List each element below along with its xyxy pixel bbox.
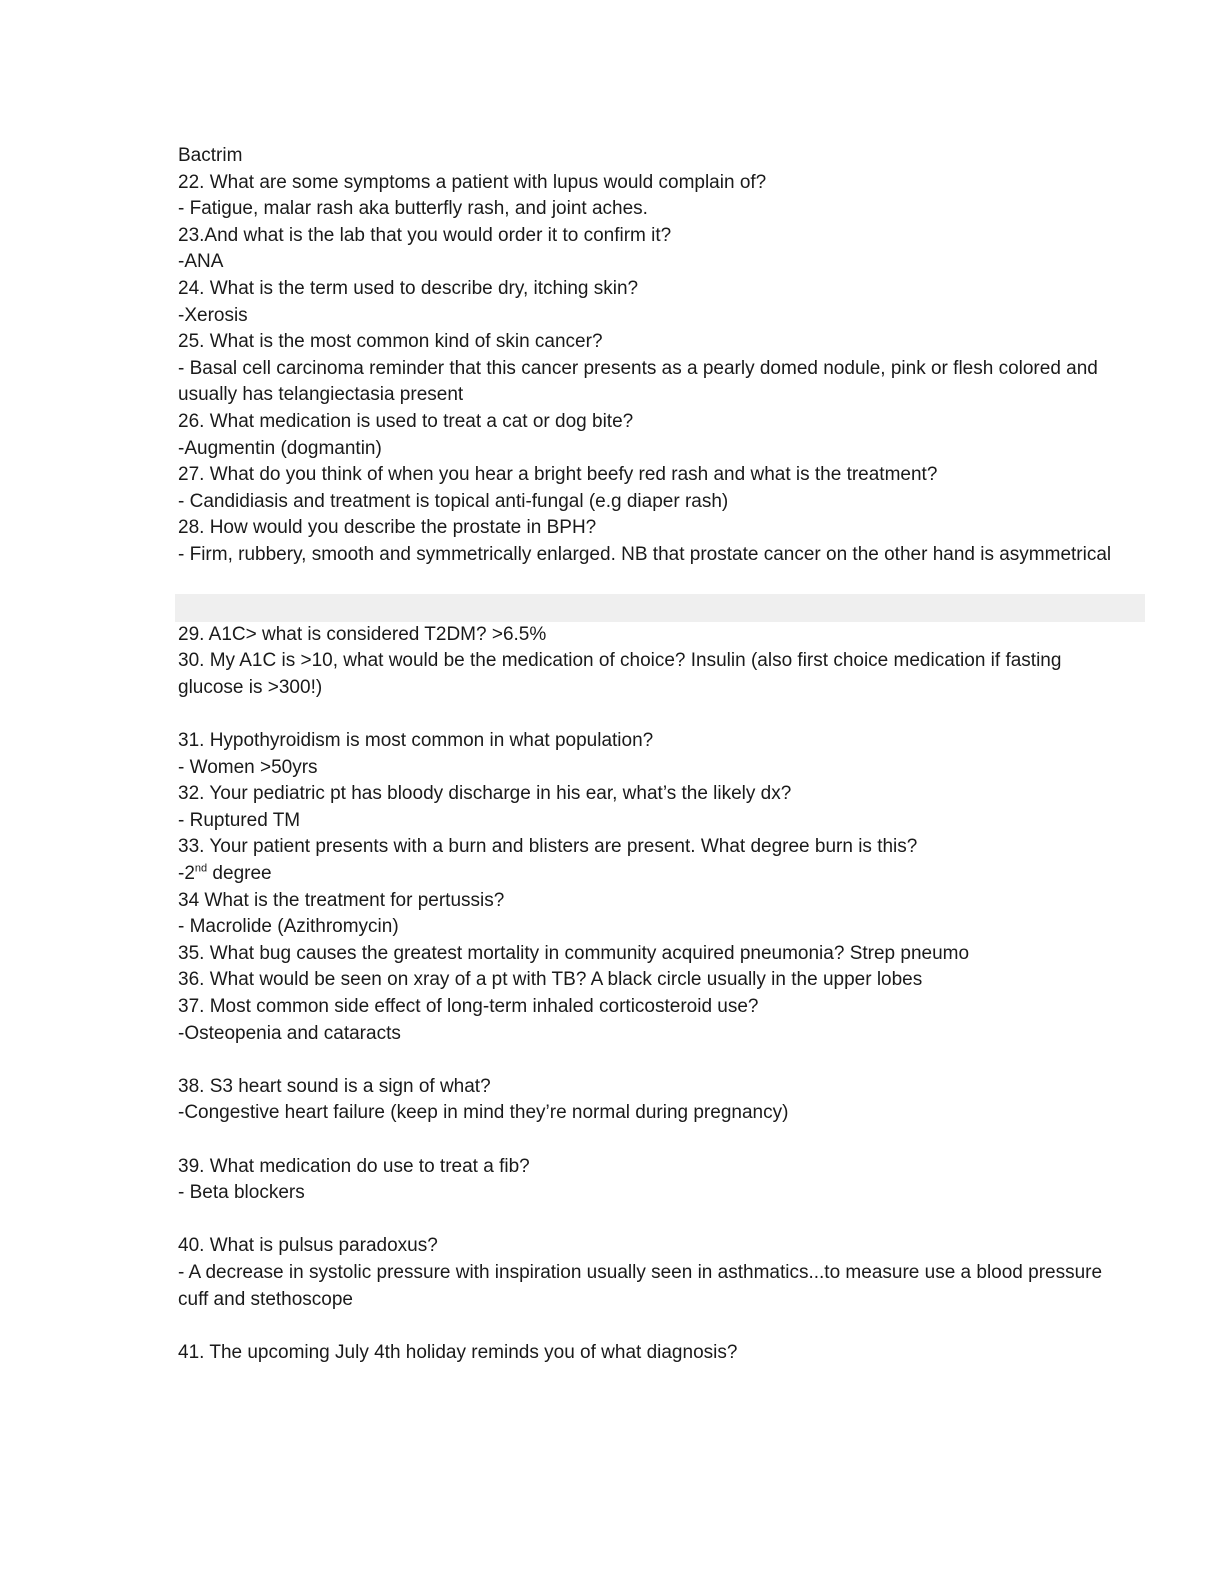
question-33: 33. Your patient presents with a burn and blisters are present. What degree burn is this? [178, 836, 918, 858]
question-41: 41. The upcoming July 4th holiday reminds you of what diagnosis? [178, 1341, 738, 1363]
question-27: 27. What do you think of when you hear a bright beefy red rash and what is the treatment? [178, 464, 938, 486]
answer-33 [178, 861, 1118, 888]
answer-25: - Basal cell carcinoma reminder that this cancer presents as a pearly domed nodule, pink or flesh colored and usually has telangiectasia present [178, 357, 1098, 406]
answer-28: - Firm, rubbery, smooth and symmetrically enlarged. NB that prostate cancer on the other hand is asymmetrical [178, 543, 1112, 565]
answer-23: -ANA [178, 251, 224, 273]
answer-26: -Augmentin (dogmantin) [178, 437, 382, 459]
answer-27: - Candidiasis and treatment is topical anti-fungal (e.g diaper rash) [178, 490, 729, 512]
blank-line [178, 1047, 1118, 1074]
question-37: 37. Most common side effect of long-term inhaled corticosteroid use? [178, 996, 759, 1017]
answer-32: - Ruptured TM [178, 809, 301, 831]
answer-39: - Beta blockers [178, 1182, 305, 1204]
answer-22: - Fatigue, malar rash aka butterfly rash, and joint aches. [178, 198, 648, 220]
question-25: 25. What is the most common kind of skin cancer? [178, 331, 603, 353]
answer-33-superscript: nd [194, 862, 208, 875]
answer-31: - Women >50yrs [178, 756, 318, 778]
question-28: 28. How would you describe the prostate in BPH? [178, 517, 597, 539]
answer-33-suffix: degree [207, 863, 272, 885]
blank-line [178, 1127, 1118, 1154]
question-22: 22. What are some symptoms a patient with lupus would complain of? [178, 171, 767, 193]
question-35: 35. What bug causes the greatest mortality in community acquired pneumonia? Strep pneumo [178, 942, 970, 964]
blank-line [178, 1313, 1118, 1340]
question-29: 29. A1C> what is considered T2DM? >6.5% [178, 623, 547, 645]
document-page [178, 143, 1118, 1366]
answer-33-prefix: -2 [178, 863, 195, 885]
question-23: 23.And what is the lab that you would order it to confirm it? [178, 224, 672, 246]
blank-line [178, 1207, 1118, 1234]
answer-34: - Macrolide (Azithromycin) [178, 916, 399, 938]
blank-line [178, 569, 1118, 596]
question-32: 32. Your pediatric pt has bloody discharge in his ear, what’s the likely dx? [178, 783, 792, 805]
question-36: 36. What would be seen on xray of a pt with TB? A black circle usually in the upper lobes [178, 969, 923, 991]
blank-line [178, 595, 1118, 622]
question-38: 38. S3 heart sound is a sign of what? [178, 1075, 491, 1097]
text-line: Bactrim [178, 145, 243, 166]
answer-24: -Xerosis [178, 304, 248, 326]
question-31: 31. Hypothyroidism is most common in what population? [178, 730, 654, 752]
answer-40: - A decrease in systolic pressure with inspiration usually seen in asthmatics...to measure use a blood pressure cuff and stethoscope [178, 1261, 1103, 1310]
question-40: 40. What is pulsus paradoxus? [178, 1235, 438, 1257]
question-34: 34 What is the treatment for pertussis? [178, 889, 505, 911]
question-39: 39. What medication do use to treat a fib? [178, 1155, 530, 1177]
answer-38: -Congestive heart failure (keep in mind they’re normal during pregnancy) [178, 1102, 789, 1124]
answer-37: -Osteopenia and cataracts [178, 1022, 401, 1044]
question-30: 30. My A1C is >10, what would be the medication of choice? Insulin (also first choice medication if fasting glucose is >300!) [178, 650, 1062, 698]
blank-line [178, 701, 1118, 728]
question-24: 24. What is the term used to describe dry, itching skin? [178, 277, 639, 299]
question-26: 26. What medication is used to treat a cat or dog bite? [178, 410, 634, 432]
